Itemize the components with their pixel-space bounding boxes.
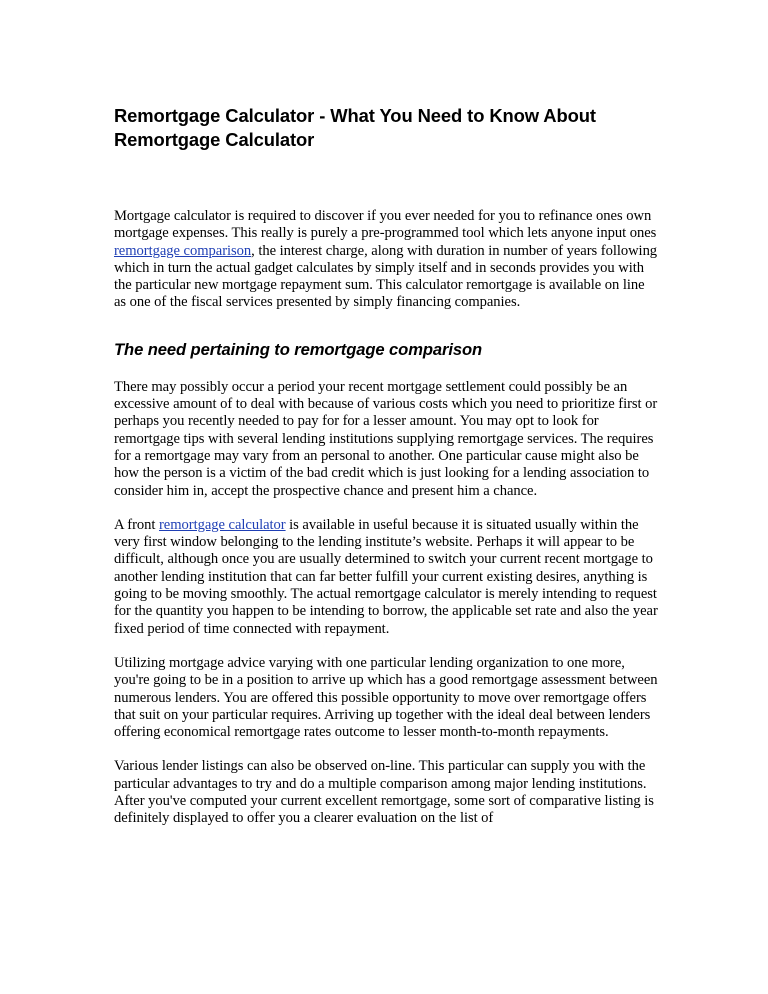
remortgage-comparison-link[interactable]: remortgage comparison — [114, 242, 252, 259]
intro-text-before: Mortgage calculator is required to discover if you ever needed for you to refinance ones own mortgage expenses. This really is purely a pre-programmed tool which lets anyone input ones — [114, 208, 657, 242]
remortgage-calculator-link[interactable]: remortgage calculator — [159, 516, 286, 533]
document-title — [114, 104, 659, 152]
body-paragraph-2-after: is available in useful because it is situated usually within the very first window belonging to the lending institute’s website. Perhaps it will appear to be difficult, although once you are usually determined to switch your current recent mortgage to another lending institution that can far better fulfill your current existing desires, anything is going to be moving smoothly. The actual remortgage calculator is merely intending to request for the quantity you happen to be intending to borrow, the applicable set rate and also the year fixed period of time connected with repayment. — [114, 516, 658, 637]
intro-text-after: , the interest charge, along with duration in number of years following which in turn the actual gadget calculates by simply itself and in seconds provides you with the particular new mortgage repayment sum. This calculator remortgage is available on line as one of the fiscal services presented by simply financing companies. — [114, 242, 658, 311]
body-paragraph-1: There may possibly occur a period your recent mortgage settlement could possibly be an excessive amount of to deal with because of various costs which you need to prioritize first or perhaps you recently needed to pay for for a lesser amount. You may opt to look for remortgage tips with several lending institutions supplying remortgage services. The requires for a remortgage may vary from an personal to another. One particular cause might also be how the person is a victim of the bad credit which is just looking for a lending association to consider him in, accept the prospective chance and present him a chance. — [114, 378, 658, 499]
document-title-line-1: Remortgage Calculator - What You Need to Know About — [114, 105, 596, 126]
section-heading: The need pertaining to remortgage comparison — [114, 339, 483, 359]
body-paragraph-2-before: A front — [114, 516, 159, 533]
intro-paragraph — [114, 208, 659, 312]
document-page — [114, 104, 659, 828]
document-title-line-2: Remortgage Calculator — [114, 129, 315, 150]
body-paragraph-3: Utilizing mortgage advice varying with one particular lending organization to one more, you're going to be in a position to arrive up which has a good remortgage assessment between numerous lenders. You are offered this possible opportunity to move over remortgage offers that suit on your particular requires. Arriving up together with the ideal deal between lenders offering economical remortgage rates outcome to lesser month-to-month repayments. — [114, 654, 658, 741]
body-paragraph-2 — [114, 517, 659, 638]
body-paragraph-4: Various lender listings can also be observed on-line. This particular can supply you with the particular advantages to try and do a multiple comparison among major lending institutions. After you've computed your current excellent remortgage, some sort of comparative listing is definitely displayed to offer you a clearer evaluation on the list of — [114, 758, 654, 827]
